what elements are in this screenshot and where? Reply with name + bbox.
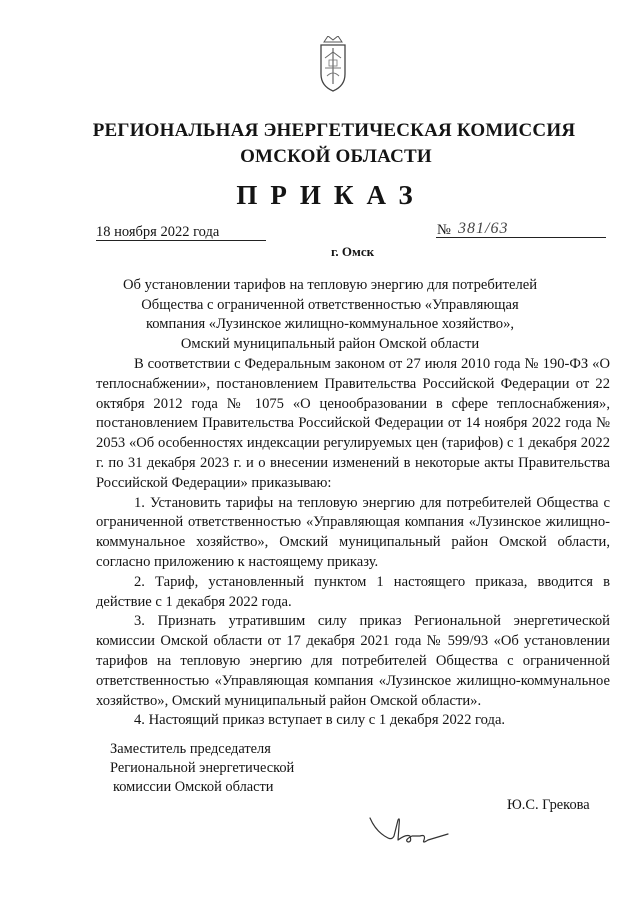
title-line: Омский муниципальный район Омской области [180, 335, 480, 352]
clause-3: 3. Признать утратившим силу приказ Региональной энергетической комиссии Омской области от 17 декабря 2021 года № 599/93 «Об установлении тарифов на тепловую энергию для потребителей Общества с ограниченной ответственностью «Управляющая компания «Лузинское жилищно-коммунальное хозяйство», Омский муниципальный район Омской области». [96, 613, 610, 709]
signatory-line: Заместитель председателя [110, 741, 271, 757]
organization-region: ОМСКОЙ ОБЛАСТИ [240, 146, 432, 167]
title-line: компания «Лузинское жилищно-коммунальное хозяйство», [145, 316, 515, 333]
clause-4: 4. Настоящий приказ вступает в силу с 1 декабря 2022 года. [134, 712, 506, 729]
preamble-paragraph: В соответствии с Федеральным законом от 27 июля 2010 года № 190-ФЗ «О теплоснабжении», постановлением Правительства Российской Федерации от 22 октября 2012 года № 1075 «О ценообразовании в сфере теплоснабжения», постановлением Правительства Российской Федерации от 14 ноября 2022 года № 2053 «Об особенностях индексации регулируемых цен (тарифов) с 1 декабря 2022 г. по 31 декабря 2023 г. и о внесении изменений в некоторые акты Правительства Российской Федерации» приказываю: [96, 356, 610, 491]
signatory-name: Ю.С. Грекова [507, 797, 590, 813]
title-line: Общества с ограниченной ответственностью «Управляющая [141, 296, 519, 313]
clause-1: 1. Установить тарифы на тепловую энергию для потребителей Общества с ограниченной ответственностью «Управляющая компания «Лузинское жилищно-коммунальное хозяйство», Омский муниципальный район Омской области, согласно приложению к настоящему приказу. [96, 494, 610, 570]
signatory-position [110, 740, 294, 797]
clause-2: 2. Тариф, установленный пунктом 1 настоящего приказа, вводится в действие с 1 декабря 2022 года. [96, 573, 610, 610]
number-underline [436, 237, 606, 238]
date-underline [96, 240, 266, 241]
number-sign: № [437, 222, 451, 238]
handwritten-signature [368, 812, 452, 862]
document-body [96, 355, 610, 731]
document-number: 381/63 [458, 220, 509, 237]
signatory-line: комиссии Омской области [113, 779, 274, 795]
document-city: г. Омск [331, 244, 375, 259]
coat-of-arms-icon [318, 36, 348, 92]
document-date: 18 ноября 2022 года [96, 224, 220, 240]
signatory-line: Региональной энергетической [110, 760, 295, 776]
document-type: ПРИКАЗ [236, 180, 426, 210]
title-line: Об установлении тарифов на тепловую энергию для потребителей [122, 277, 538, 293]
organization-name: РЕГИОНАЛЬНАЯ ЭНЕРГЕТИЧЕСКАЯ КОМИССИЯ [92, 120, 576, 141]
document-title [120, 276, 540, 354]
